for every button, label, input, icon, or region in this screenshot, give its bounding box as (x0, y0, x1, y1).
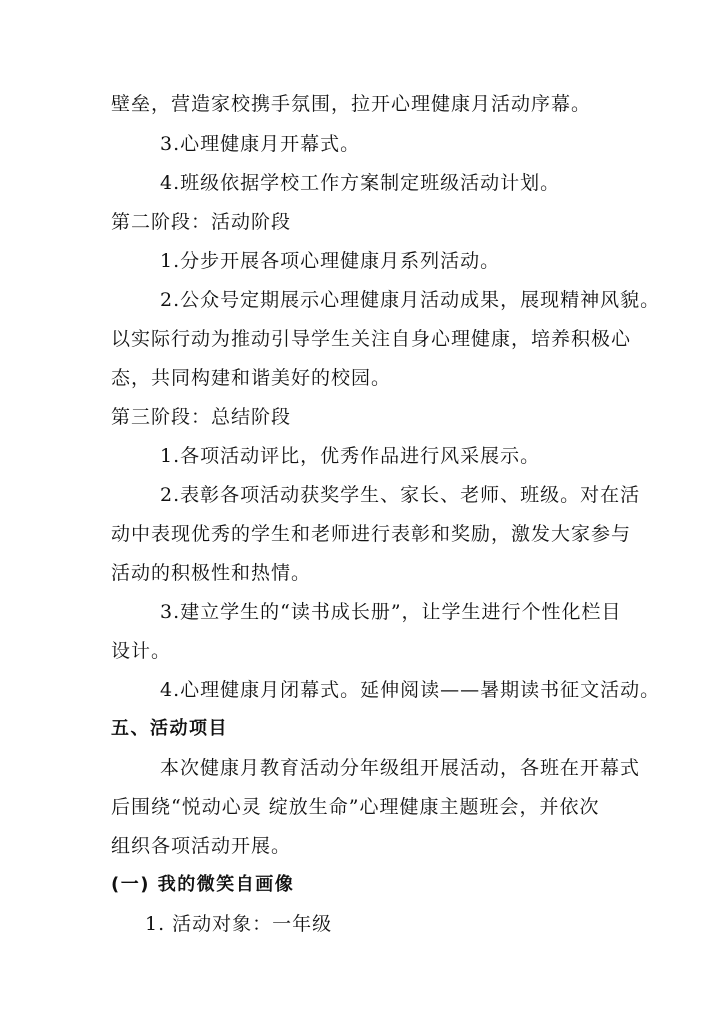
paragraph-line: 2.表彰各项活动获奖学生、家长、老师、班级。对在活 (160, 484, 641, 506)
paragraph-line: 活动的积极性和热情。 (111, 562, 312, 584)
paragraph-line: 3.建立学生的“读书成长册”，让学生进行个性化栏目 (160, 601, 622, 623)
paragraph-line: 2.公众号定期展示心理健康月活动成果，展现精神风貌。 (160, 289, 661, 311)
paragraph-line: 设计。 (111, 640, 172, 662)
subsection-title: (一) 我的微笑自画像 (111, 874, 295, 895)
paragraph-line: 后围绕“悦动心灵 绽放生命”心理健康主题班会，并依次 (111, 796, 600, 818)
section-heading: 第三阶段：总结阶段 (111, 406, 292, 428)
paragraph-line: 本次健康月教育活动分年级组开展活动，各班在开幕式 (160, 757, 641, 779)
paragraph-line: 3.心理健康月开幕式。 (160, 133, 361, 155)
paragraph-line: 以实际行动为推动引导学生关注自身心理健康，培养积极心 (111, 328, 632, 350)
section-title: 五、活动项目 (111, 718, 228, 739)
paragraph-line: 态，共同构建和谐美好的校园。 (111, 367, 392, 389)
list-item: 1. 活动对象：一年级 (145, 913, 333, 935)
paragraph-line: 1.各项活动评比，优秀作品进行风采展示。 (160, 445, 541, 467)
paragraph-line: 组织各项活动开展。 (111, 835, 292, 857)
paragraph-line: 动中表现优秀的学生和老师进行表彰和奖励，激发大家参与 (111, 523, 632, 545)
paragraph-line: 1.分步开展各项心理健康月系列活动。 (160, 250, 501, 272)
paragraph-line: 4.心理健康月闭幕式。延伸阅读——暑期读书征文活动。 (160, 679, 661, 701)
paragraph-line: 4.班级依据学校工作方案制定班级活动计划。 (160, 172, 561, 194)
paragraph-line: 壁垒，营造家校携手氛围，拉开心理健康月活动序幕。 (111, 93, 592, 115)
section-heading: 第二阶段：活动阶段 (111, 211, 292, 233)
